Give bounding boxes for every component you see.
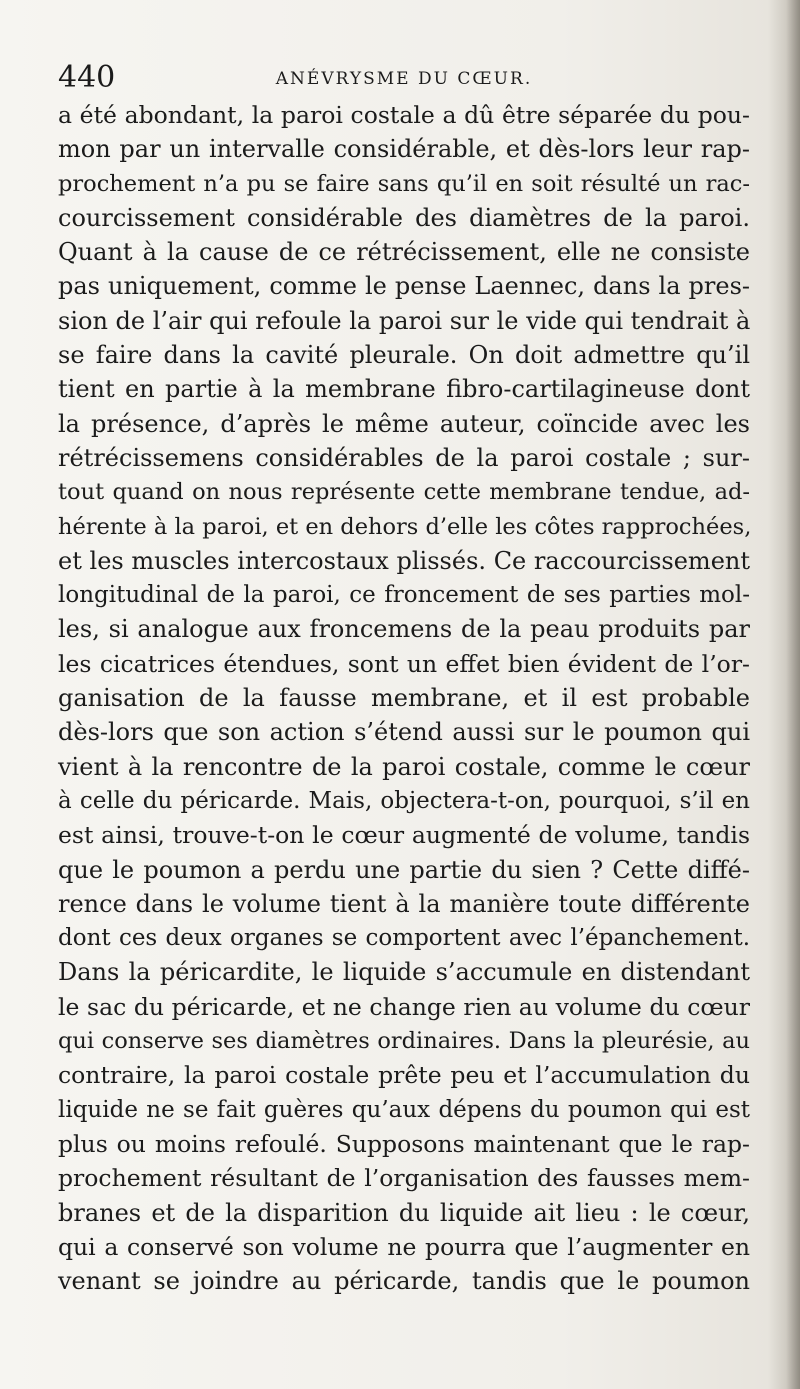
text-line: contraire, la paroi costale prête peu et l’accumulation du: [58, 1061, 750, 1090]
text-line: qui a conservé son volume ne pourra que l’augmenter en: [58, 1232, 750, 1261]
text-line: branes et de la disparition du liquide ait lieu : le cœur,: [58, 1198, 750, 1227]
text-line: le sac du péricarde, et ne change rien au volume du cœur: [58, 992, 750, 1021]
text-line: qui conserve ses diamètres ordinaires. Dans la pleurésie, au: [58, 1028, 750, 1055]
text-line: est ainsi, trouve-t-on le cœur augmenté de volume, tandis: [58, 821, 750, 850]
text-line: venant se joindre au péricarde, tandis que le poumon: [58, 1267, 750, 1296]
text-line: sion de l’air qui refoule la paroi sur le vide qui tendrait à: [58, 306, 751, 335]
text-line: que le poumon a perdu une partie du sien ? Cette diffé-: [58, 855, 750, 884]
text-line: la présence, d’après le même auteur, coïncide avec les: [58, 409, 750, 438]
text-line: vient à la rencontre de la paroi costale, comme le cœur: [58, 752, 750, 781]
text-line: tient en partie à la membrane fibro-cartilagineuse dont: [58, 375, 750, 404]
body-text: [58, 98, 750, 1298]
text-line: Quant à la cause de ce rétrécissement, elle ne consiste: [58, 238, 750, 267]
page-header: [58, 58, 750, 98]
text-line: longitudinal de la paroi, ce froncement de ses parties mol-: [58, 582, 750, 609]
text-line: dès-lors que son action s’étend aussi sur le poumon qui: [58, 718, 750, 747]
text-line: tout quand on nous représente cette membrane tendue, ad-: [58, 479, 750, 506]
text-line: rence dans le volume tient à la manière toute différente: [58, 889, 750, 918]
text-line: mon par un intervalle considérable, et dès-lors leur rap-: [58, 135, 750, 164]
text-line: à celle du péricarde. Mais, objectera-t-on, pourquoi, s’il en: [58, 787, 750, 814]
text-line: liquide ne se fait guères qu’aux dépens du poumon qui est: [58, 1096, 750, 1123]
text-line: dont ces deux organes se comportent avec l’épanchement.: [58, 925, 750, 952]
text-line: hérente à la paroi, et en dehors d’elle les côtes rapprochées,: [58, 513, 752, 540]
text-line: ganisation de la fausse membrane, et il est probable: [58, 684, 750, 713]
text-line: courcissement considérable des diamètres de la paroi.: [58, 203, 750, 232]
text-line: et les muscles intercostaux plissés. Ce raccourcissement: [58, 546, 750, 575]
text-line: se faire dans la cavité pleurale. On doit admettre qu’il: [58, 341, 750, 370]
text-line: plus ou moins refoulé. Supposons maintenant que le rap-: [58, 1129, 750, 1158]
text-line: les, si analogue aux froncemens de la peau produits par: [58, 615, 750, 644]
text-line: prochement résultant de l’organisation des fausses mem-: [58, 1164, 750, 1193]
text-line: a été abondant, la paroi costale a dû être séparée du pou-: [58, 101, 750, 129]
text-line: pas uniquement, comme le pense Laennec, dans la pres-: [58, 272, 750, 301]
text-line: les cicatrices étendues, sont un effet bien évident de l’or-: [58, 649, 750, 678]
page-number: 440: [58, 60, 116, 95]
page-gutter-shadow: [786, 0, 800, 1389]
text-line: prochement n’a pu se faire sans qu’il en soit résulté un rac-: [58, 170, 750, 197]
text-line: Dans la péricardite, le liquide s’accumule en distendant: [58, 958, 750, 987]
running-title: ANÉVRYSME DU CŒUR.: [275, 69, 533, 89]
text-line: rétrécissemens considérables de la paroi costale ; sur-: [58, 443, 750, 472]
